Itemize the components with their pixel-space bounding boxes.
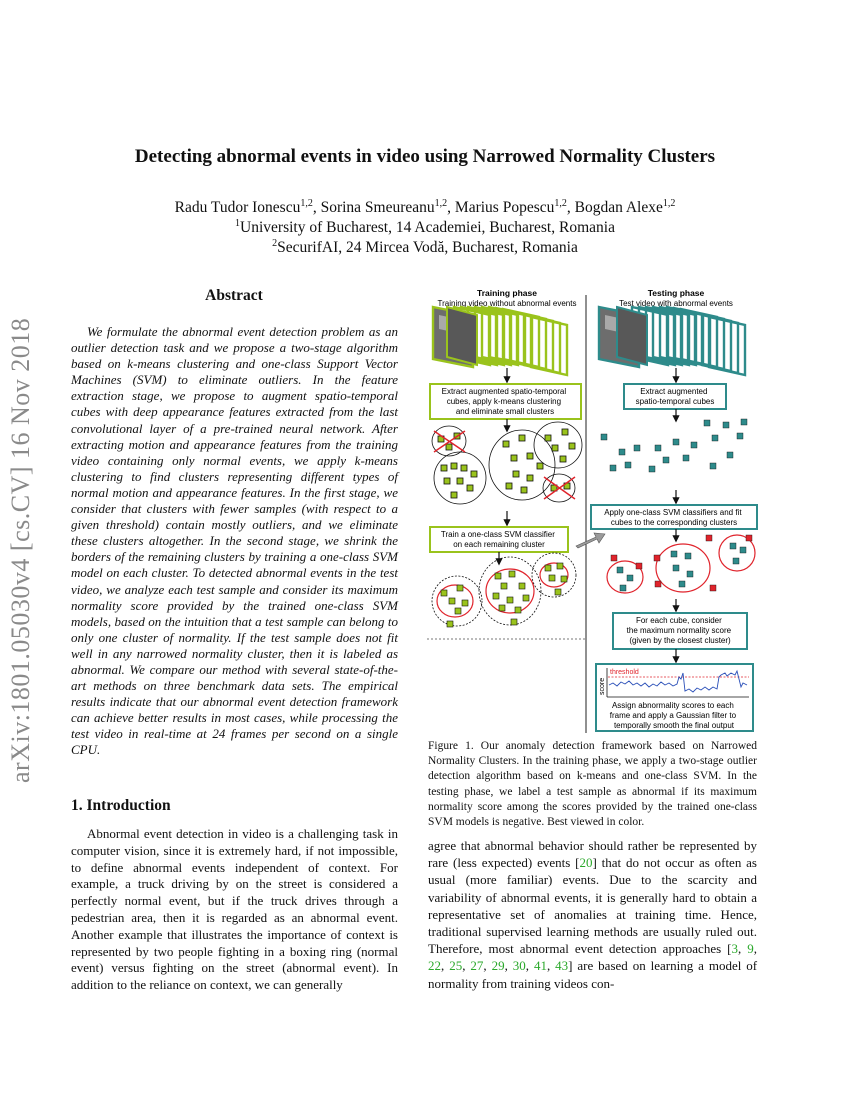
author-list: Radu Tudor Ionescu$^{1,2}$, Sorina Smeureanu$^{1,2}$, Marius Popescu$^{1,2}$, Bogdan Alexe$^{1,2}$ (174, 197, 676, 216)
text-run: agree that abnormal behavior should rather be represented by rare (less expected) events [ (428, 838, 757, 871)
citation-link[interactable]: 22 (428, 958, 441, 974)
citation-link[interactable]: 25 (449, 958, 463, 974)
citation-link[interactable]: 9 (747, 941, 754, 957)
score-axis-label: score (599, 677, 606, 695)
narrowed-clusters (432, 553, 576, 627)
arxiv-identifier: arXiv:1801.05030v4 [cs.CV] 16 Nov 2018 (6, 317, 35, 783)
train-step-1-text: Extract augmented spatio-temporal cubes, apply k-means clustering and eliminate small clusters (441, 387, 567, 416)
author-name: Bogdan Alexe (574, 199, 663, 216)
threshold-label: threshold (610, 669, 639, 676)
author-name: Marius Popescu (454, 199, 555, 216)
figure-caption: Figure 1. Our anomaly detection framework based on Narrowed Normality Clusters. In the training phase, we apply a two-stage outlier detection algorithm based on k-means and one-class SVM. In the testing phase, we label a test sample as abnormal if its maximum normality score among the scores provided by the trained one-class SVM models is negative. Best viewed in color. (428, 740, 757, 829)
affiliation-1 (0, 218, 850, 238)
affiliation-mark: 1,2 (434, 197, 448, 209)
kmeans-clusters (432, 422, 582, 504)
framework-figure (427, 285, 759, 735)
citation-link[interactable]: 20 (579, 855, 593, 871)
training-phase-subtitle: Training video without abnormal events (437, 299, 577, 308)
text-run: ] are based on learning a model of normality from training videos con- (428, 958, 758, 991)
test-step-3-text: For each cube, consider the maximum normality score (given by the closest cluster) (626, 616, 732, 645)
citation-link[interactable]: 43 (555, 958, 569, 974)
text-run: ] that do not occur as often as usual (more familiar) events. Due to the scarcity and variability of abnormal events, it is generally hard to obtain a representative set of anomalies at training time. Hence, traditional supervised learning methods are usually ruled out. Therefore, most abnormal event detection approaches [ (428, 855, 757, 957)
citation-link[interactable]: 41 (533, 958, 547, 974)
introduction-paragraph: Abnormal event detection in video is a challenging task in computer vision, since it is extremely hard, if not impossible, to define abnormal events independent of context. For example, a truck driving by on the street is considered a perfectly normal event, but if the truck drives through a pedestrian area, then it is regarded as an abnormal event. Another example that illustrates the importance of context is represented by two people fighting in a boxing ring (normal event) versus fighting on the street (abnormal event). In addition to the reliance on context, we can generally (71, 826, 398, 993)
author-name: Radu Tudor Ionescu (174, 199, 301, 216)
testing-phase-title: Testing phase (647, 288, 705, 298)
train-step-2-text: Train a one-class SVM classifier on each remaining cluster (440, 530, 555, 549)
affiliation-2 (0, 238, 850, 258)
affiliation-mark: 2 (272, 237, 278, 249)
author-block (0, 198, 850, 258)
affiliation-text: SecurifAI, 24 Mircea Vodă, Bucharest, Romania (277, 239, 578, 256)
author-name: Sorina Smeureanu (320, 199, 435, 216)
test-step-4-text: Assign abnormality scores to each frame and apply a Gaussian filter to temporally smooth the final output (609, 701, 737, 730)
affiliation-mark: 1,2 (662, 197, 676, 209)
affiliation-mark: 1 (235, 217, 241, 229)
affiliation-mark: 1,2 (300, 197, 313, 209)
introduction-paragraph-continued: agree that abnormal behavior should rather be represented by rare (less expected) events [20] that do not occur as often as usual (more familiar) events. Due to the scarcity and variability of abnormal events, it is generally hard to obtain a representative set of anomalies at training time. Hence, traditional supervised learning methods are usually ruled out. Therefore, most abnormal event detection approaches [3, 9, 22, 25, 27, 29, 30, 41, 43] are based on learning a model of normality from training videos con- (428, 838, 758, 991)
test-step-2-text: Apply one-class SVM classifiers and fit cubes to the corresponding clusters (604, 508, 742, 527)
paper-title: Detecting abnormal events in video using Narrowed Normality Clusters (134, 146, 716, 167)
test-step-1-text: Extract augmented spatio-temporal cubes (635, 387, 715, 406)
training-phase-title: Training phase (477, 288, 537, 298)
training-video-frames (433, 307, 567, 375)
transfer-arrow (576, 533, 605, 548)
affiliation-text: University of Bucharest, 14 Academiei, Bucharest, Romania (240, 219, 615, 236)
citation-link[interactable]: 29 (491, 958, 505, 974)
section-heading-introduction: 1. Introduction (71, 797, 171, 814)
abstract-text: We formulate the abnormal event detection problem as an outlier detection task and we propose a two-stage algorithm based on k-means clustering and one-class Support Vector Machines (SVM) to eliminate outliers. In the feature extraction stage, we propose to augment spatio-temporal cubes with deep appearance features extracted from the last convolutional layer of a pre-trained neural network. After extracting motion and appearance features from the training video containing only normal events, we apply k-means clustering to find clusters representing different types of normal motion and appearance features. In the first stage, we consider that clusters with fewer samples (with respect to a given threshold) contain mostly outliers, and we eliminate these clusters altogether. In the second stage, we shrink the borders of the remaining clusters by training a one-class SVM model on each cluster. To detected abnormal events in the test video, we analyze each test sample and consider its maximum normality score provided by the trained one-class SVM models, based on the intuition that a test sample can belong to only one cluster of normality. If the test sample does not fit well in any narrowed normality cluster, then it is labeled as abnormal. We compare our method with several state-of-the-art methods on three benchmark data sets. The empirical results indicate that our abnormal event detection framework can achieve better results in most cases, while processing the test video in real-time at 24 frames per second on a single CPU. (71, 324, 398, 758)
affiliation-mark: 1,2 (554, 197, 567, 209)
testing-phase-subtitle: Test video with abnormal events (619, 299, 733, 308)
citation-link[interactable]: 27 (470, 958, 484, 974)
abstract-heading: Abstract (205, 287, 263, 304)
test-samples (601, 419, 747, 472)
test-cluster-fit (607, 535, 755, 593)
testing-video-frames (599, 307, 745, 375)
citation-link[interactable]: 30 (512, 958, 526, 974)
citation-link[interactable]: 3 (731, 941, 738, 957)
